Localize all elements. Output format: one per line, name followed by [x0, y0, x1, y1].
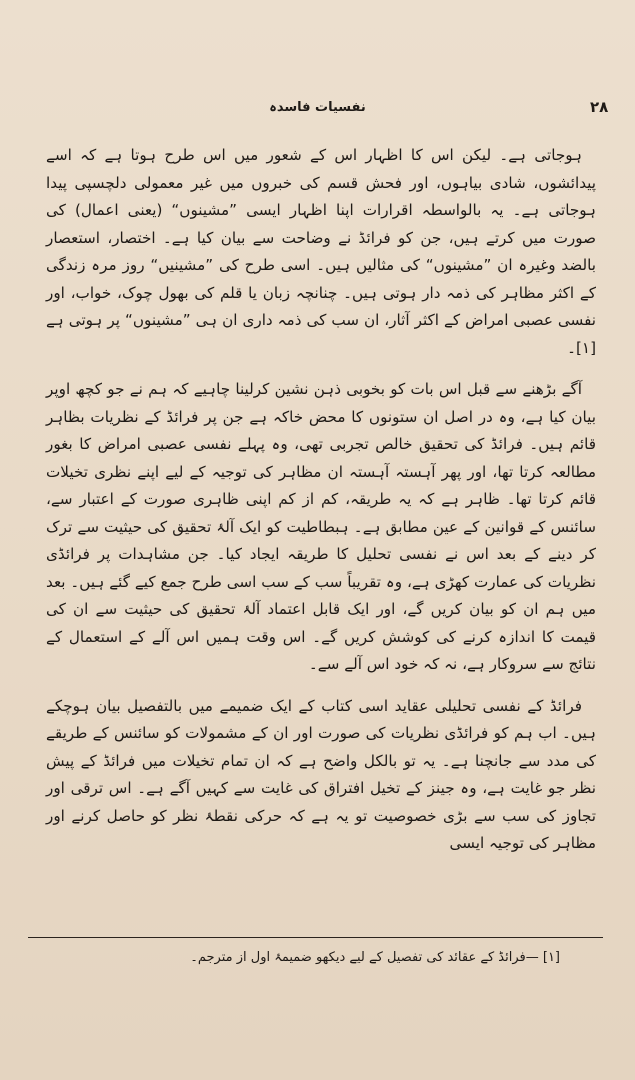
running-title: نفسیات فاسدہ: [269, 100, 366, 115]
paragraph-3: فرائڈ کے نفسی تحلیلی عقاید اسی کتاب کے ایک ضمیمے میں بالتفصیل بیان ہوچکے ہیں۔ اب ہم کو فرائڈی نظریات کی صورت اور ان کے مشمولات کو سائنس کے طریقے کی مدد سے جانچنا ہے۔ یہ تو بالکل واضح ہے کہ ان تمام تخیلات میں فرائڈ کے پیش نظر جو غایت ہے، وہ جینز کے تخیل افتراق کی غایت سے کہیں آگے ہے۔ اس ترقی اور تجاوز کی سب سے بڑی خصوصیت تو یہ ہے کہ حرکی نقطۂ نظر کو حاصل کرنے اور مظاہر کی توجیہ ایسی: [46, 696, 596, 852]
body-text: [46, 142, 596, 872]
footnote: [۱] —فرائڈ کے عقائد کی تفصیل کے لیے دیکھو ضمیمۂ اول از مترجم۔: [190, 950, 560, 965]
page-header: [30, 98, 609, 124]
footnote-divider: [28, 937, 603, 938]
paragraph-1: ہوجاتی ہے۔ لیکن اس کا اظہار اس کے شعور میں اس طرح ہوتا ہے کہ اسے پیدائشوں، شادی بیاہوں، اور فحش قسم کی خبروں میں غیر معمولی دلچسپی پیدا ہوجاتی ہے۔ یہ بالواسطہ اقرارات اپنا اظہار ایسی ”مشینوں“ (یعنی اعمال) کی صورت میں کرتے ہیں، جن کو فرائڈ نے وضاحت سے بیان کیا ہے۔ اختصار، استعصار بالضد وغیرہ ان ”مشینوں“ کی مثالیں ہیں۔ اسی طرح کی ”مشینیں“ روز مرہ زندگی کے اکثر مظاہر کی ذمہ دار ہوتی ہیں۔ چنانچہ زبان یا قلم کی بھول چوک، خواب، اور نفسی عصبی امراض کے اکثر آثار، ان سب کی ذمہ داری ان ہی ”مشینوں“ پر ہوتی ہے [۱]۔: [46, 146, 596, 357]
page-number: ۲۸: [590, 98, 609, 116]
paragraph-2: آگے بڑھنے سے قبل اس بات کو بخوبی ذہن نشین کرلینا چاہیے کہ ہم نے جو کچھ اوپر بیان کیا ہے، وہ در اصل ان ستونوں کا محض خاکہ ہے جن پر فرائڈ کے نظریات بظاہر قائم ہیں۔ فرائڈ کی تحقیق خالص تجربی تھی، وہ پہلے نفسی عصبی امراض کا بغور مطالعہ کرتا تھا، اور پھر آہستہ آہستہ ان مظاہر کی توجیہ کے لیے اپنے نظری تخیلات قائم کرتا تھا۔ ظاہر ہے کہ یہ طریقہ، کم از کم اپنی ظاہری صورت کے اعتبار سے، سائنس کے قوانین کے عین مطابق ہے۔ ہبطاطیت کو ایک آلۂ تحقیق کی حیثیت سے ترک کر دینے کے بعد اس نے نفسی تحلیل کا طریقہ ایجاد کیا۔ جن مشاہدات پر فرائڈی نظریات کی عمارت کھڑی ہے، وہ تقریباً سب کے سب اسی طرح جمع کیے گئے ہیں۔ بعد میں ہم ان کو بیان کریں گے، اور ایک قابل اعتماد آلۂ تحقیق کی حیثیت سے ان کی قیمت کا اندازہ کرنے کی کوشش کریں گے۔ اس وقت ہمیں اس آلے کے استعمال کے نتائج سے سروکار ہے، نہ کہ خود اس آلے سے۔: [46, 380, 596, 673]
